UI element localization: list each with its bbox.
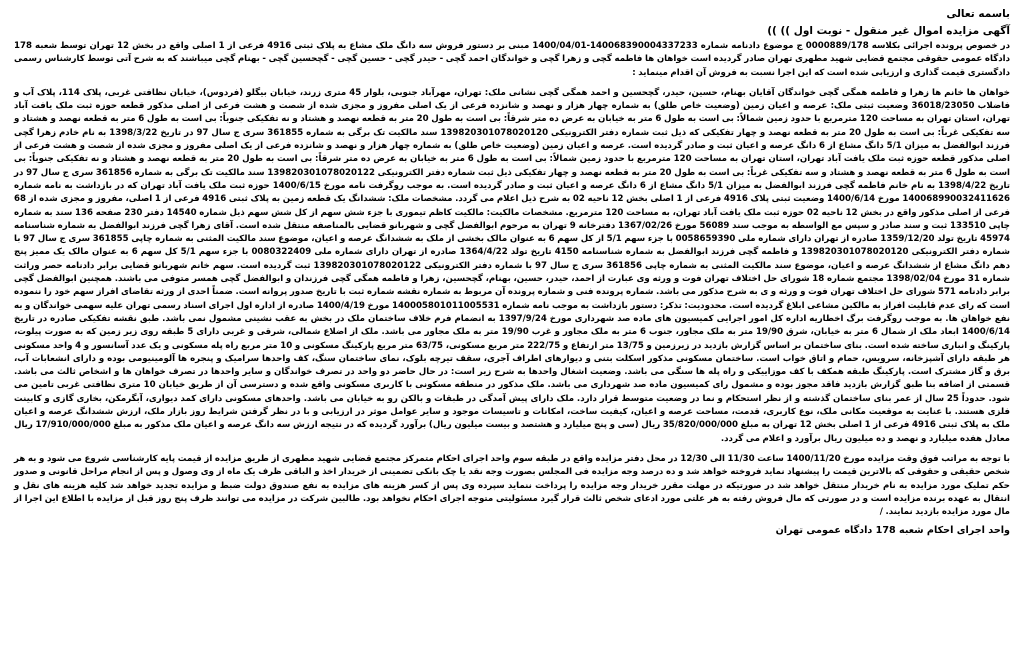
auction-terms-paragraph: با توجه به مراتب فوق وقت مزایده مورخ 1400/11/20 ساعت 11/30 الی 12/30 در محل دفتر مزایده واقع در طبقه سوم واحد اجرای احکام متمرکز مجتمع قضایی شهید مطهری از طریق مزایده از قیمت پایه کارشناسی شروع می شود و به هر شخص حقیقی و حقوقی که بالاترین قیمت را پیشنهاد نماید فروخته خواهد شد و ده درصد وجه مزایده فی المجلس بصورت وجه نقد یا چک بانکی تضمینی از خریدار اخذ و الباقی ظرف یک ماه از وی وصول و پس از انجام مراحل قانونی و صدور حکم تملیک مورد مزایده به نام خریدار منتقل خواهد شد در صورتیکه در مهلت مقرر خریدار وجه مزایده را پرداخت ننماید سپرده وی پس از کسر هزینه های مزایده به نفع صندوق دولت ضبط و مزایده تجدید خواهد شد کلیه هزینه های نقل و انتقال به عهده برنده مزایده است و در صورتی که مال فروش رفته به هر علتی مورد ادعای شخص ثالث قرار گیرد مسئولیتی متوجه اجرای احکام نخواهد بود. طالبین شرکت در مزایده می توانند ظرف پنج روز قبل از مزایده با اطلاع این اجرا از مال مورد مزایده بازدید نمایند. / <box>14 453 1010 518</box>
property-description-paragraph: خواهان ها خانم ها زهرا و فاطمه همگی گچی خواندگان آقایان بهنام، حسین، حیدر، گچحسین و احمد همگی گچی نشانی ملک: تهران، مهرآباد جنوبی، بلوار 45 متری زرند، خیابان بیگلو (فردوس)، خیابان نظافتی غربی، پلاک 114، پلاک آب و فاضلاب 36018/23050 وضعیت ثبتی ملک: عرصه و اعیان زمین (وضعیت خاص طلق) به شماره چهار هزار و نهصد و شانزده فرعی از یک اصلی مفروز و مجزی شده از شصت و هشت فرعی از اصلی مذکور قطعه حوزه ثبت ملک یافت آباد تهران، استان تهران به مساحت 120 مترمربع با حدود زمین شمالاً: بی است به طول 6 متر به خیابان به عرض ده متر شرقاً: بی است به طول 20 متر به قطعه نهصد و هشتاد و نه تفکیکی جنوباً: بی است به طول 6 متر به قطعه نهصد و هشتاد و سه تفکیکی غرباً: بی است به طول 20 متر به قطعه نهصد و چهار تفکیکی که ذیل ثبت شماره دفتر الکترونیکی 139820301078020120 سند مالکیت تک برگی به شماره 361855 سری ج سال 97 در تاریخ 1398/3/22 به نام خادم زهرا گچی فرزند ابوالفضل به میزان 5/1 دانگ مشاع از 6 دانگ عرصه و اعیان ثبت و صادر گردیده است. عرصه و اعیان زمین (وضعیت خاص طلق) به شماره چهار هزار و نهصد و شانزده فرعی از یک اصلی مفروز و مجزی شده از شصت و هشت فرعی از اصلی مذکور قطعه حوزه ثبت ملک یافت آباد تهران، استان تهران به مساحت 120 مترمربع با حدود زمین شمالاً: بی است به طول 6 متر به خیابان به عرض ده متر شرقاً: بی است به طول 20 متر به قطعه نهصد و هشتاد و نه تفکیکی جنوباً: بی است به طول 6 متر به قطعه نهصد و هشتاد و سه تفکیکی غرباً: بی است به طول 20 متر به قطعه نهصد و چهار تفکیکی ذیل ثبت شماره دفتر الکترونیکی 139820301078020122 سند مالکیت تک برگی به شماره 361856 سری ج سال 97 در تاریخ 1398/4/22 به نام خانم فاطمه گچی فرزند ابوالفضل به میزان 5/1 دانگ مشاع از 6 دانگ عرصه و اعیان ثبت و صادر گردیده است. به موجب روگرفت نامه مورخ 1400/6/15 حوزه ثبت ملک یافت آباد تهران که در بازداشت به نامه شماره 140068990032411626 مورخ 1400/6/14 وضعیت ثبتی پلاک 4916 فرعی از 1 اصلی بخش 12 ناحیه 02 به شرح ذیل اعلام می گردد. مشخصات ملک: ششدانگ یک قطعه زمین به پلاک ثبتی 4916 فرعی از 1 اصلی، مفروز و مجزی شده از 68 فرعی از اصلی مذکور واقع در بخش 12 ناحیه 02 حوزه ثبت ملک یافت آباد تهران، به مساحت 120 مترمربع. مشخصات مالکیت: مالکیت کاظم تیموری با جزء شش سهم از کل شش سهم ذیل شماره 14540 دفتر 230 صفحه 136 سند به شماره چاپی 133510 ثبت و سند صادر و سپس مع الواسطه به موجب سند 56089 مورخ 1367/02/26 دفترخانه 9 تهران به مرحوم ابوالفضل گچی و شهربانو قضایی بالمناصفه منتقل شده است. آقای زهرا گچی فرزند ابوالفضل به شماره شناسنامه 45974 تاریخ تولد 1359/12/20 صادره از تهران دارای شماره ملی 0058659390 با جزء سهم 5/1 از کل سهم 6 به عنوان مالک بخشی از ملک به ششدانگ عرصه و اعیان، موضوع سند مالکیت المثنی به شماره چاپی 361855 سری ج سال 97 با شماره دفتر الکترونیکی 139820301078020120 و فاطمه گچی فرزند ابوالفضل به شماره شناسنامه 4150 تاریخ تولد 1364/4/22 صادره از تهران دارای شماره ملی 0080322409 با جزء سهم 5/1 کل سهم 6 به عنوان مالک یک ممیز پنج دهم دانگ مشاع از ششدانگ عرصه و اعیان، موضوع سند مالکیت المثنی به شماره چاپی 361856 سری ج سال 97 با شماره دفتر الکترونیکی 139820301078020122 ثبت گردیده است. سهم خانم شهربانو قضایی برابر دادنامه حصر وراثت شماره 31 مورخ 1398/02/04 مجتمع شماره 18 شورای حل اختلاف تهران فوت و ورثه وی عبارت از احمد، حیدر، حسین، بهنام، گچحسین، زهرا و فاطمه همگی گچی فرزندان و ابوالفضل گچی همسر متوفی می باشند. همچنین ابوالفضل گچی برابر دادنامه 571 شورای حل اختلاف تهران فوت و ورثه و ی به شرح مذکور می باشد. شماره پرونده فنی و شماره پرونده آن مربوط به شماره نقشه شماره ثبت با تاریخ صدور پروانه است. ضمناً احدی از ورثه تقاضای افراز سهم خود را ننموده است که رای عدم قابلیت افراز به مالکین مشاعی ابلاغ گردیده است. محدودیت: تذکر: دستور بازداشت به موجب نامه شماره 140005801011005531 مورخ 1400/4/19 صادره از اداره اول اجرای اسناد رسمی تهران علیه سهمی خواندگان و به نفع خواهان ها. به موجب روگرفت برگ اخطاریه اداره کل امور اجرایی کمیسیون های ماده صد شهرداری مورخ 1397/9/24 به انضمام فرم خلاف ساختمان ملک در بخش به عقب نشینی مشمول نمی باشد. طبق نقشه تفکیکی صادره در تاریخ 1400/6/14 ابعاد ملک از شمال 6 متر به خیابان، شرق 19/90 متر به ملک مجاور، جنوب 6 متر به ملک مجاور و غرب 19/90 متر به ملک مجاور می باشد. ملک از اضلاع شمالی، شرقی و غربی دارای 5 طبقه روی زیر زمین که به صورت پیلوت، پارکینگ و انباری ساخته شده است. بنای ساختمان بر اساس گزارش بازدید در زیرزمین و 13/75 متر ارتفاع و 222/75 متر مربع مسکونی، 63/75 متر مربع پارکینگ مسکونی و 10 متر مربع راه پله مسکونی و یک عدد آسانسور و 4 واحد مسکونی هر طبقه دارای آشپزخانه، سرویس، حمام و اتاق خواب است. ساختمان مسکونی مذکور اسکلت بتنی و دیوارهای اطراف آجری، سقف تیرچه بلوک، نمای ساختمان سنگ، کف واحدها سرامیک و پنجره ها آلومینیومی بوده و دارای انشعابات آب، برق و گاز مشترک است. پارکینگ طبقه همکف با کف موزاییکی و راه پله ها سنگی می باشد. وضعیت اشغال واحدها به شرح زیر است: در حال حاضر دو واحد در تصرف خواندگان و سایر واحدها در تصرف خواهان ها و اشخاص ثالث می باشد. قسمتی از اضافه بنا طبق گزارش بازدید فاقد مجوز بوده و مشمول رای کمیسیون ماده صد شهرداری می باشد. ملک مذکور در منطقه مسکونی با کاربری مسکونی واقع شده و دسترسی آن از طریق خیابان 10 متری نظافتی غربی تامین می شود. حدوداً 25 سال از عمر بنای ساختمان گذشته و از نظر استحکام و نما در وضعیت متوسط قرار دارد. ملک دارای پیش آمدگی در طبقات و بالکن رو به خیابان می باشد. واحدهای مسکونی دارای کمد دیواری، آبگرمکن، بخاری گازی و کابینت فلزی هستند. با عنایت به موقعیت مکانی ملک، نوع کاربری، قدمت، مساحت عرصه و اعیان، کیفیت ساخت، امکانات و تاسیسات موجود و سایر عوامل موثر در ارزیابی و با در نظر گرفتن شرایط روز بازار ملک، ارزش ششدانگ عرصه و اعیان ملک به پلاک ثبتی 4916 فرعی از 1 اصلی بخش 12 تهران به مبلغ 35/820/000/000 ریال (سی و پنج میلیارد و هشتصد و بیست میلیون ریال) برآورد گردیده که در نتیجه ارزش سه دانگ عرصه و اعیان ملک مذکور به مبلغ 17/910/000/000 ریال معادل هفده میلیارد و نهصد و ده میلیون ریال برآورد و اعلام می گردد. <box>14 87 1011 444</box>
header-bismillah: باسمه تعالی <box>946 8 1010 20</box>
notice-title: آگهی مزایده اموال غیر منقول - نوبت اول )) )) <box>767 25 1010 37</box>
issuing-authority-signature: واحد اجرای احکام شعبه 178 دادگاه عمومی تهران <box>775 525 1010 537</box>
paragraph-spacer <box>14 80 1010 87</box>
paragraph-spacer <box>14 446 1010 453</box>
intro-paragraph: در خصوص پرونده اجرائی بکلاسه 0000889/178 ج موضوع دادنامه شماره 140068390004337233-1400/04/01 مبنی بر دستور فروش سه دانگ ملک مشاع به پلاک ثبتی 4916 فرعی از 1 اصلی واقع در بخش 12 تهران توسط شعبه 178 دادگاه عمومی حقوقی مجتمع قضایی شهید مطهری تهران صادر گردیده است خواهان ها فاطمه گچی و زهرا گچی و خواندگان احمد گچی - حیدر گچی - حسین گچی - گچحسین گچی - بهنام گچی میباشند که به شرح آتی توسط کارشناس رسمی دادگستری قیمت گذاری و ارزیابی شده است که این اجرا نسبت به فروش آن اقدام مینماید : <box>14 41 1010 78</box>
